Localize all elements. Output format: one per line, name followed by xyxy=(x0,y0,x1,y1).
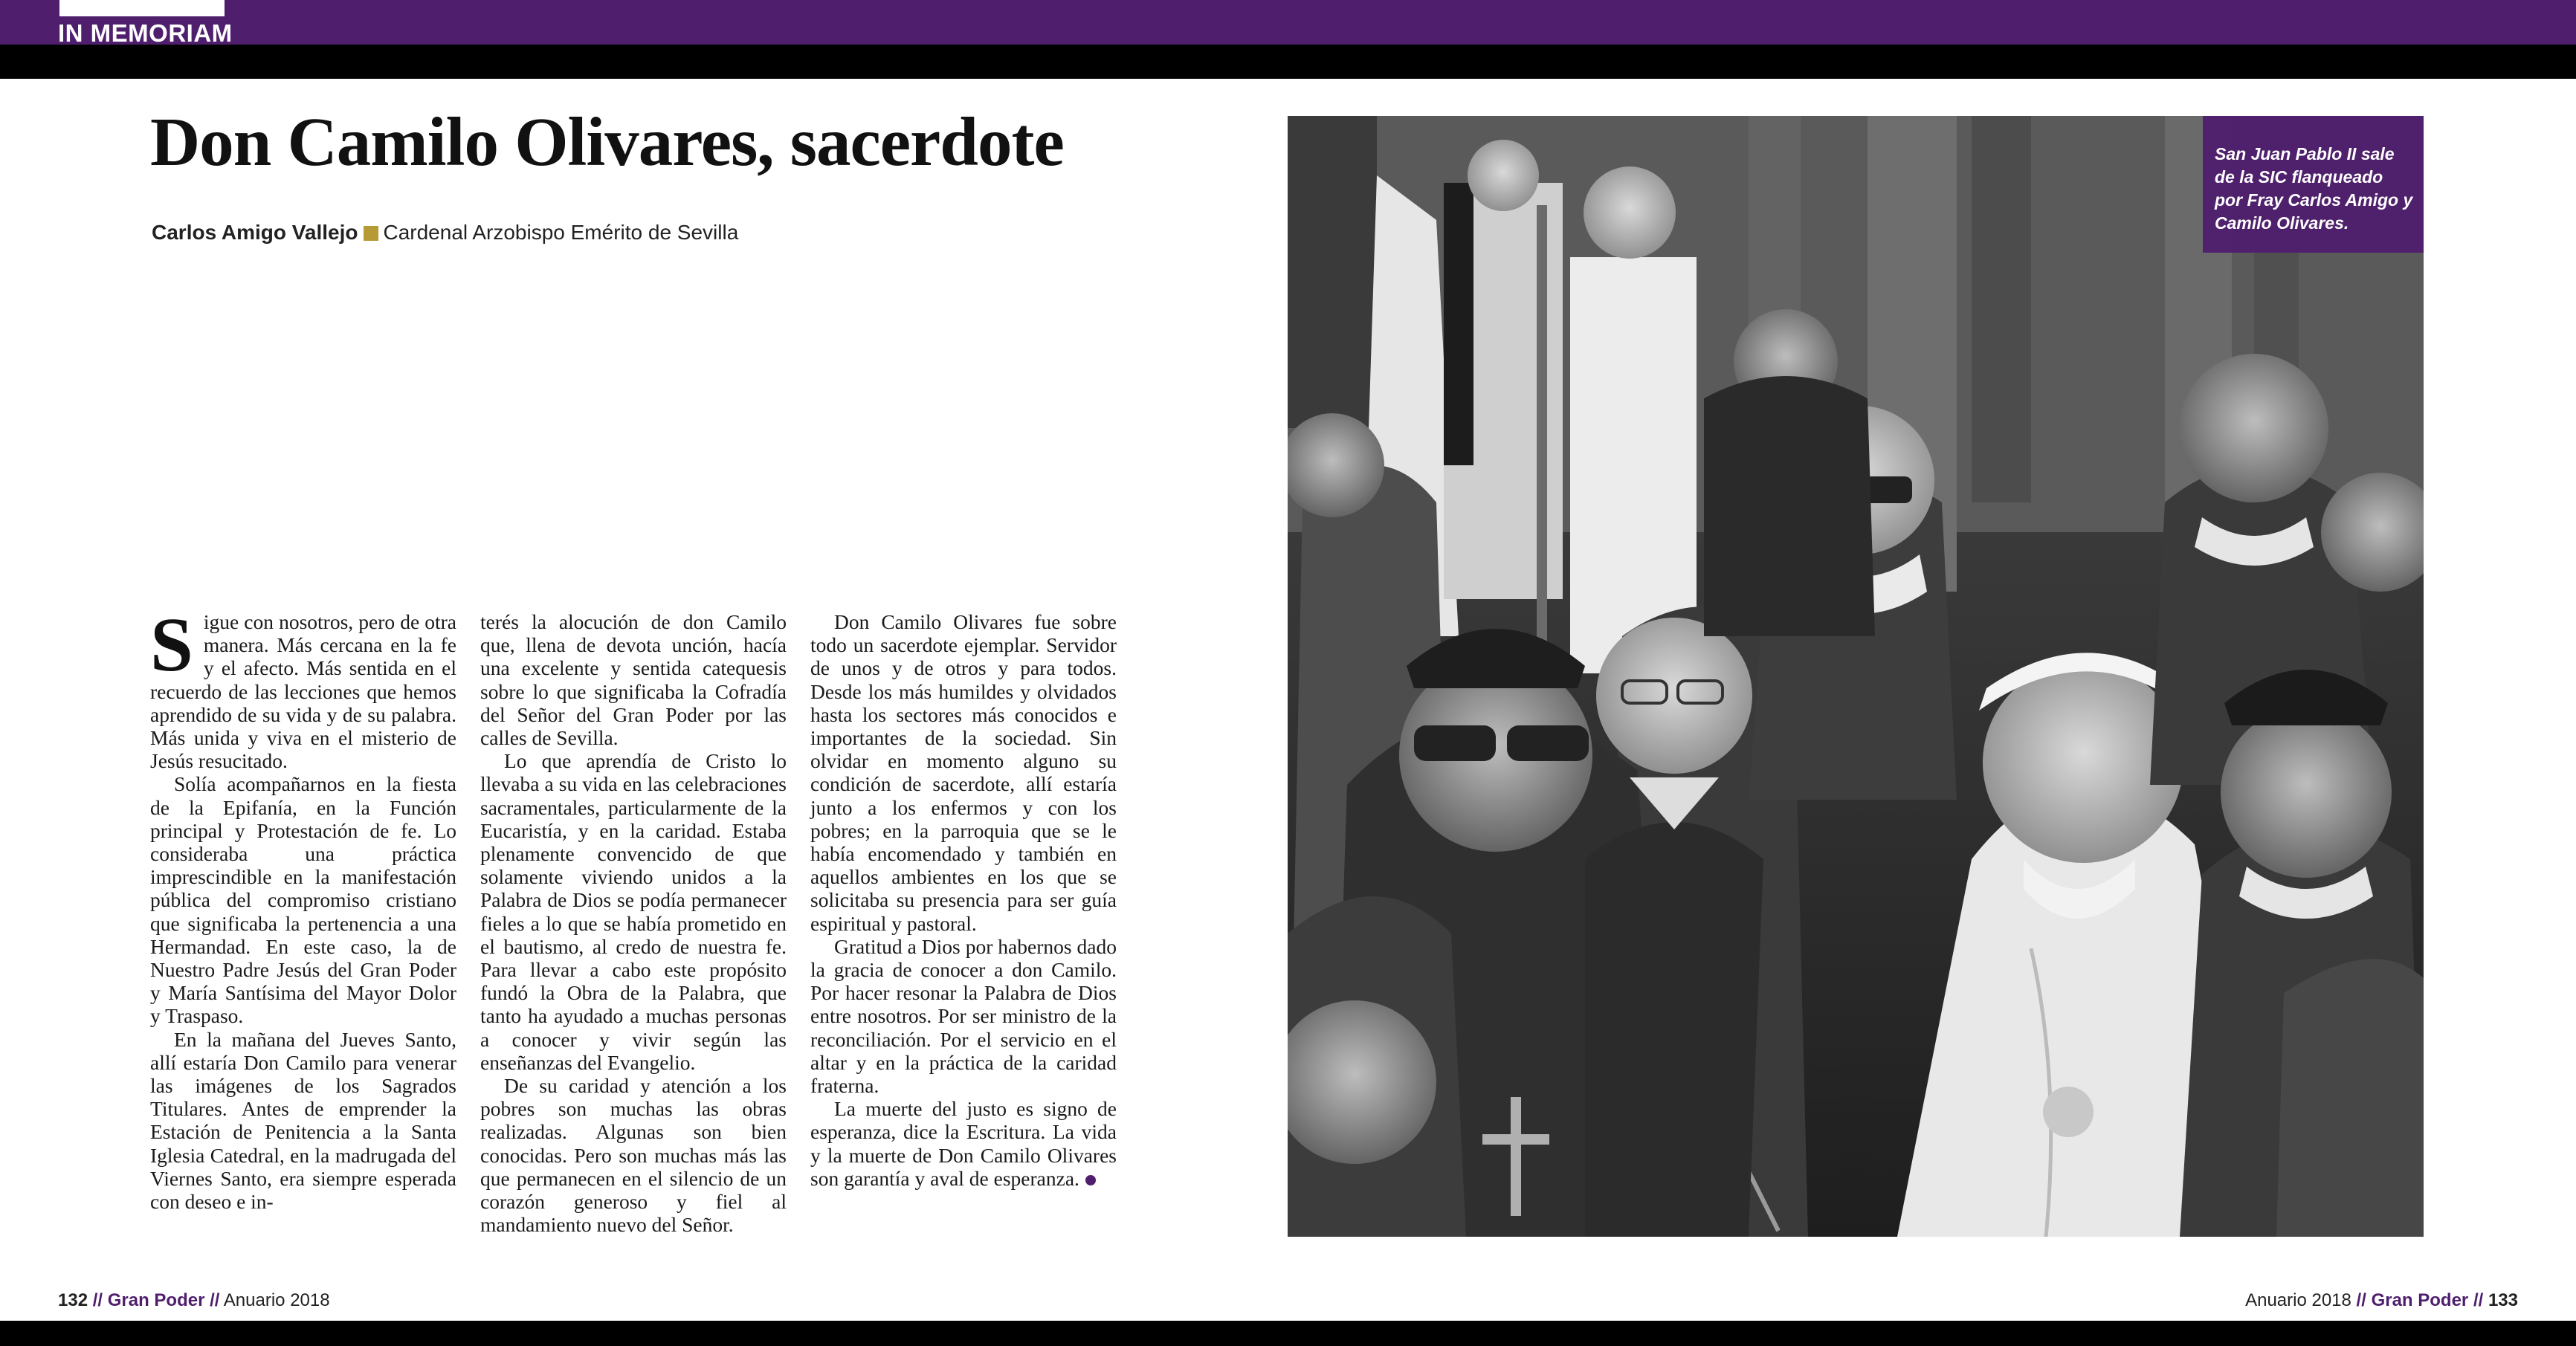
footer-separator: // xyxy=(92,1290,103,1310)
paragraph: terés la alocución de don Camilo que, llena de devota unción, hacía una excelente y sentida catequesis sobre lo que significaba la Cofradía del Señor del Gran Poder por las calles de Sevilla. xyxy=(480,610,787,750)
article-photo xyxy=(1288,116,2424,1237)
author-name: Carlos Amigo Vallejo xyxy=(152,221,358,244)
footer-left xyxy=(58,1290,330,1311)
byline xyxy=(152,220,738,245)
footer-right xyxy=(2245,1290,2518,1311)
square-bullet-icon xyxy=(364,226,378,241)
section-tab-marker xyxy=(59,0,225,16)
footer-brand: Gran Poder xyxy=(107,1290,205,1310)
paragraph xyxy=(810,1097,1117,1190)
header-band xyxy=(0,0,2576,45)
paragraph: Don Camilo Olivares fue sobre todo un sacerdote ejemplar. Servidor de unos y de otros y para todos. Desde los más humildes y olvidados hasta los sectores más conocidos e importantes de la sociedad. Sin olvidar en momento alguno su condición de sacerdote, allí estaría junto a los enfermos y con los pobres; en la parroquia que se le había encomendado y también en aquellos ambientes en los que se solicitaba su presencia para ser guía espiritual y pastoral. xyxy=(810,610,1117,935)
footer-separator: // xyxy=(2473,1290,2484,1310)
footer-brand: Gran Poder xyxy=(2371,1290,2469,1310)
paragraph-text: igue con nosotros, pero de otra manera. Más cercana en la fe y el afecto. Más sentida en el recuerdo de las lecciones que hemos aprendido de su vida y de su palabra. Más unida y viva en el misterio de Jesús resucitado. xyxy=(150,610,456,773)
paragraph: Lo que aprendía de Cristo lo llevaba a su vida en las celebraciones sacramentales, particularmente de la Eucaristía, y en la caridad. Estaba plenamente convencido de que solamente viviendo unidos a la Palabra de Dios se podía permanecer fieles a lo que se había prometido en el bautismo, al credo de nuestra fe. Para llevar a cabo este propósito fundó la Obra de la Palabra, que tanto ha ayudado a muchas personas a conocer y vivir según las enseñanzas del Evangelio. xyxy=(480,749,787,1074)
paragraph-text: La muerte del justo es signo de esperanza, dice la Escritura. La vida y la muerte de Don Camilo Olivares son garantía y aval de esperanza. xyxy=(810,1097,1117,1190)
footer-issue: Anuario 2018 xyxy=(2245,1290,2351,1310)
drop-cap: S xyxy=(150,602,193,687)
paragraph: Solía acompañarnos en la fiesta de la Epifanía, en la Función principal y Protestación de fe. Lo consideraba una práctica imprescindible en la manifestación pública del compromiso cristiano que significaba la pertenencia a una Hermandad. En este caso, la de Nuestro Padre Jesús del Gran Poder y María Santísima del Mayor Dolor y Traspaso. xyxy=(150,772,456,1028)
paragraph: Gratitud a Dios por habernos dado la gracia de conocer a don Camilo. Por hacer resonar la Palabra de Dios entre nosotros. Por ser ministro de la reconciliación. Por el servicio en el altar y en la práctica de la caridad fraterna. xyxy=(810,934,1117,1098)
footer-separator: // xyxy=(210,1290,220,1310)
photo-caption: San Juan Pablo II sale de la SIC flanqueado por Fray Carlos Amigo y Camilo Olivares. xyxy=(2203,116,2424,253)
text-column-3 xyxy=(810,610,1117,1190)
end-mark-icon xyxy=(1085,1175,1096,1185)
footer-black-bar xyxy=(0,1321,2576,1346)
paragraph xyxy=(150,602,456,773)
header-black-bar xyxy=(0,45,2576,79)
photo-illustration xyxy=(1288,116,2424,1237)
page-number: 132 xyxy=(58,1290,88,1310)
text-column-2 xyxy=(480,610,787,1236)
paragraph: De su caridad y atención a los pobres son muchas las obras realizadas. Algunas son bien conocidas. Pero son muchas más las que permanecen en el silencio de un corazón generoso y fiel al mandamiento nuevo del Señor. xyxy=(480,1074,787,1237)
section-label: IN MEMORIAM xyxy=(58,19,233,47)
article-title: Don Camilo Olivares, sacerdote xyxy=(150,104,1064,181)
page-number: 133 xyxy=(2488,1290,2518,1310)
text-column-1 xyxy=(150,602,456,1214)
footer-issue: Anuario 2018 xyxy=(223,1290,330,1310)
footer-separator: // xyxy=(2356,1290,2366,1310)
author-role: Cardenal Arzobispo Emérito de Sevilla xyxy=(383,221,739,244)
paragraph: En la mañana del Jueves Santo, allí estaría Don Camilo para venerar las imágenes de los Sagrados Titulares. Antes de emprender la Estación de Penitencia a la Santa Iglesia Catedral, en la madrugada del Viernes Santo, era siempre esperada con deseo e in- xyxy=(150,1027,456,1214)
